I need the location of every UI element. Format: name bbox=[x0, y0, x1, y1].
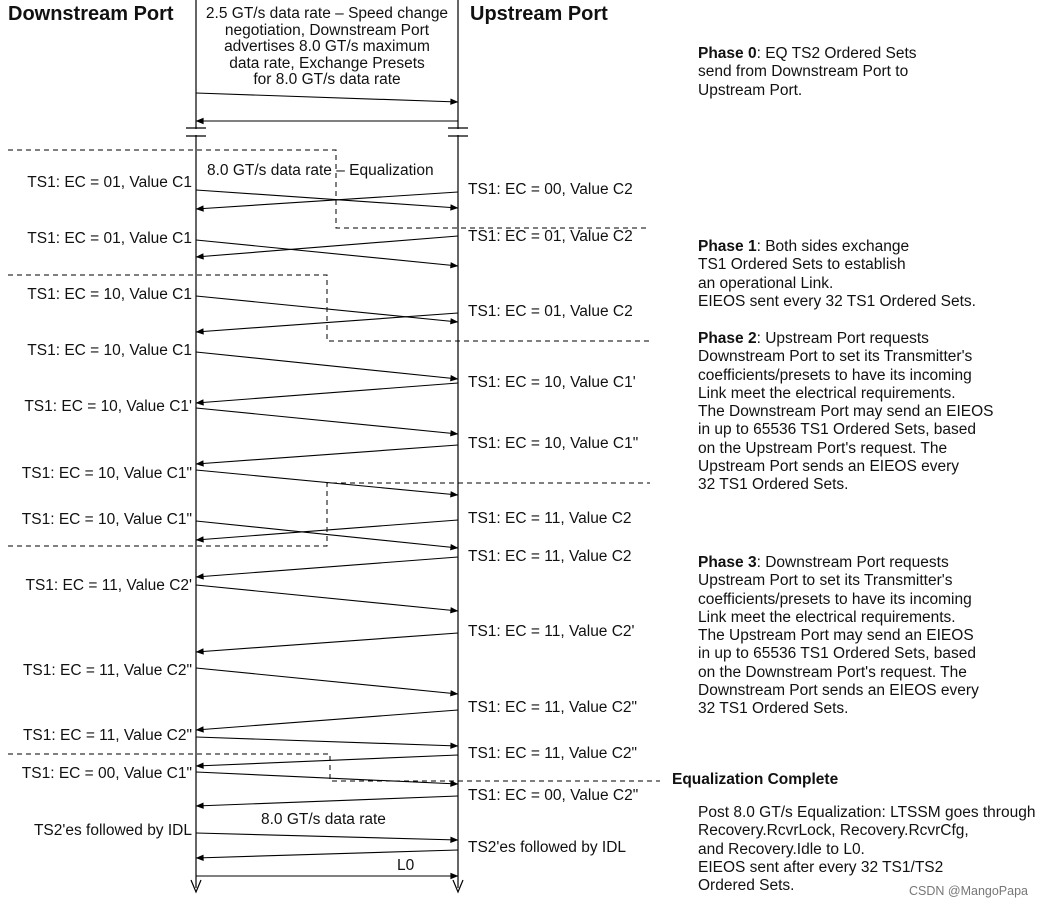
l0-label: L0 bbox=[397, 857, 415, 874]
upstream-msg-label: TS1: EC = 11, Value C2' bbox=[468, 623, 635, 640]
msg-arrow bbox=[196, 557, 458, 577]
downstream-msg-label: TS1: EC = 10, Value C1 bbox=[27, 342, 192, 359]
msg-arrow bbox=[196, 93, 458, 102]
downstream-msg-label: TS2'es followed by IDL bbox=[33, 822, 192, 839]
msg-arrow bbox=[196, 668, 458, 694]
upstream-msg-label: TS1: EC = 11, Value C2" bbox=[468, 699, 638, 716]
msg-arrow bbox=[196, 192, 458, 209]
upstream-msg-label: TS1: EC = 11, Value C2 bbox=[468, 510, 632, 527]
upstream-msg-label: TS1: EC = 11, Value C2 bbox=[468, 548, 632, 565]
downstream-port-header: Downstream Port bbox=[8, 3, 174, 25]
downstream-msg-label: TS1: EC = 11, Value C2" bbox=[22, 727, 192, 744]
msg-arrow bbox=[196, 737, 458, 746]
msg-arrow bbox=[196, 772, 458, 784]
msg-arrow bbox=[196, 240, 458, 266]
post-equalization-description: Post 8.0 GT/s Equalization: LTSSM goes through Recovery.RcvrLock, Recovery.RcvrCfg, and Recovery.Idle to L0. EIEOS sent after every 32 TS1/TS2 Ordered Sets. bbox=[698, 804, 1036, 895]
downstream-msg-label: TS1: EC = 01, Value C1 bbox=[27, 174, 192, 191]
watermark: CSDN @MangoPapa bbox=[909, 884, 1028, 898]
downstream-msg-label: TS1: EC = 00, Value C1" bbox=[21, 765, 192, 782]
equalization-rate-label: 8.0 GT/s data rate – Equalization bbox=[207, 162, 434, 179]
speed-change-note: 2.5 GT/s data rate – Speed change negotiation, Downstream Port advertises 8.0 GT/s maximum data rate, Exchange Presets for 8.0 GT/s data rate bbox=[205, 5, 449, 88]
upstream-port-header: Upstream Port bbox=[470, 3, 608, 25]
time-break-marks bbox=[186, 128, 468, 136]
msg-arrow bbox=[196, 236, 458, 257]
phase1-description: Phase 1: Both sides exchange TS1 Ordered Sets to establish an operational Link. EIEOS sent every 32 TS1 Ordered Sets. bbox=[698, 238, 976, 310]
downstream-msg-label: TS1: EC = 11, Value C2" bbox=[22, 662, 192, 679]
phase0-description: Phase 0: EQ TS2 Ordered Sets send from Downstream Port to Upstream Port. bbox=[698, 45, 917, 99]
msg-arrow bbox=[196, 833, 458, 840]
msg-arrow bbox=[196, 521, 458, 548]
msg-arrow bbox=[196, 352, 458, 379]
upstream-msg-label: TS1: EC = 01, Value C2 bbox=[468, 303, 633, 320]
msg-arrow bbox=[196, 755, 458, 766]
msg-arrow bbox=[196, 190, 458, 208]
downstream-msg-label: TS1: EC = 11, Value C2' bbox=[25, 577, 192, 594]
upstream-msg-label: TS2'es followed by IDL bbox=[468, 839, 627, 856]
upstream-msg-label: TS1: EC = 01, Value C2 bbox=[468, 228, 633, 245]
msg-arrow bbox=[196, 383, 458, 403]
equalization-complete-label: Equalization Complete bbox=[672, 771, 839, 788]
phase2-description: Phase 2: Upstream Port requests Downstream Port to set its Transmitter's coefficients/presets to have its incoming Link meet the electrical requirements. The Downstream Port may send an EIEOS in up to 65536 TS1 Ordered Sets, based on the Upstream Port's request. The Upstream Port sends an EIEOS every 32 TS1 Ordered Sets. bbox=[698, 330, 994, 494]
upstream-msg-label: TS1: EC = 10, Value C1" bbox=[468, 435, 639, 452]
phase3-description: Phase 3: Downstream Port requests Upstream Port to set its Transmitter's coefficients/presets to have its incoming Link meet the electrical requirements. The Upstream Port may send an EIEOS in up to 65536 TS1 Ordered Sets, based on the Downstream Port's request. The Downstream Port sends an EIEOS every 32 TS1 Ordered Sets. bbox=[698, 554, 979, 718]
downstream-msg-label: TS1: EC = 10, Value C1" bbox=[21, 511, 192, 528]
upstream-msg-label: TS1: EC = 10, Value C1' bbox=[468, 374, 636, 391]
msg-arrow bbox=[196, 445, 458, 464]
upstream-msg-label: TS1: EC = 00, Value C2 bbox=[468, 181, 633, 198]
upstream-msg-label: TS1: EC = 11, Value C2" bbox=[468, 745, 638, 762]
downstream-msg-label: TS1: EC = 10, Value C1' bbox=[24, 398, 192, 415]
downstream-msg-label: TS1: EC = 10, Value C1 bbox=[27, 286, 192, 303]
msg-arrow bbox=[196, 408, 458, 434]
msg-arrow bbox=[196, 796, 458, 806]
upstream-msg-label: TS1: EC = 00, Value C2" bbox=[468, 787, 639, 804]
msg-arrow bbox=[196, 633, 458, 652]
downstream-msg-label: TS1: EC = 10, Value C1" bbox=[21, 465, 192, 482]
post-eq-rate-label: 8.0 GT/s data rate bbox=[261, 811, 386, 828]
msg-arrow bbox=[196, 850, 458, 858]
msg-arrow bbox=[196, 585, 458, 611]
msg-arrow bbox=[196, 710, 458, 730]
downstream-msg-label: TS1: EC = 01, Value C1 bbox=[27, 230, 192, 247]
